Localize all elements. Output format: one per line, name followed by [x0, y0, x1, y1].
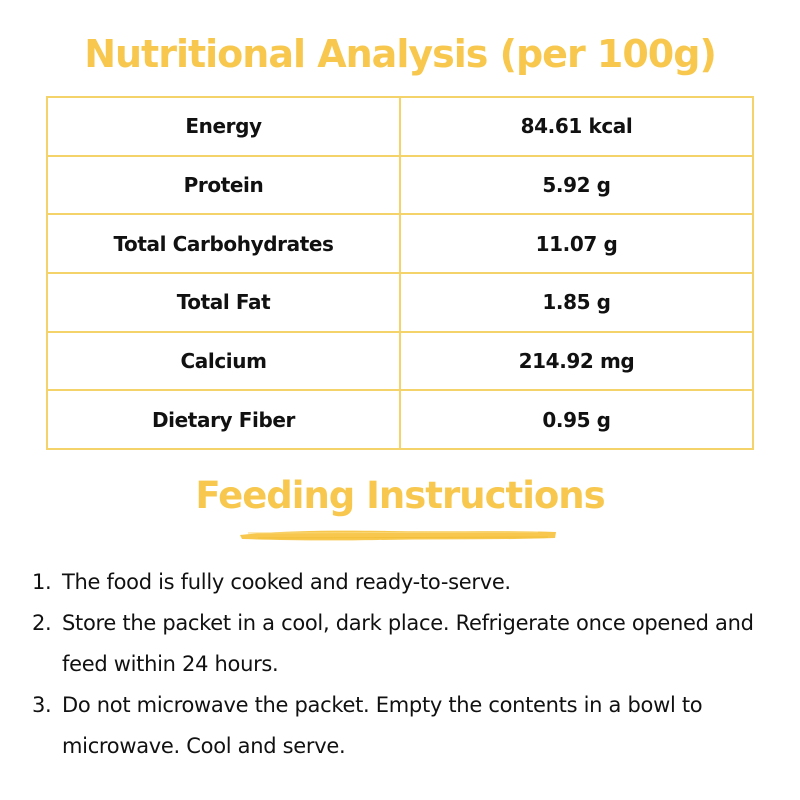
list-item-number: 1. [32, 570, 52, 594]
table-row [47, 97, 753, 156]
list-item [32, 562, 772, 603]
feeding-title: Feeding Instructions [195, 474, 605, 517]
list-item [32, 685, 772, 767]
nutrient-label: Calcium [47, 332, 400, 391]
nutrient-label: Energy [47, 97, 400, 156]
nutrient-value: 11.07 g [400, 214, 753, 273]
list-item [32, 603, 772, 685]
nutrient-label: Protein [47, 156, 400, 215]
nutrient-label: Total Fat [47, 273, 400, 332]
nutrient-value: 5.92 g [400, 156, 753, 215]
nutrient-label: Dietary Fiber [47, 390, 400, 449]
list-item-number: 2. [32, 611, 52, 635]
table-row [47, 156, 753, 215]
feeding-instructions-list [32, 562, 772, 767]
list-item-text: Store the packet in a cool, dark place. Refrigerate once opened and feed within 24 hours. [62, 611, 754, 676]
table-row [47, 390, 753, 449]
nutrient-label: Total Carbohydrates [47, 214, 400, 273]
nutrient-value: 0.95 g [400, 390, 753, 449]
nutrient-value: 84.61 kcal [400, 97, 753, 156]
nutrition-title: Nutritional Analysis (per 100g) [84, 32, 716, 76]
nutrient-value: 214.92 mg [400, 332, 753, 391]
list-item-number: 3. [32, 693, 52, 717]
table-row [47, 214, 753, 273]
table-row [47, 332, 753, 391]
nutrition-table [46, 96, 754, 450]
table-row [47, 273, 753, 332]
list-item-text: Do not microwave the packet. Empty the contents in a bowl to microwave. Cool and serve. [62, 693, 703, 758]
brush-underline [238, 528, 558, 542]
nutrient-value: 1.85 g [400, 273, 753, 332]
list-item-text: The food is fully cooked and ready-to-serve. [62, 570, 511, 594]
